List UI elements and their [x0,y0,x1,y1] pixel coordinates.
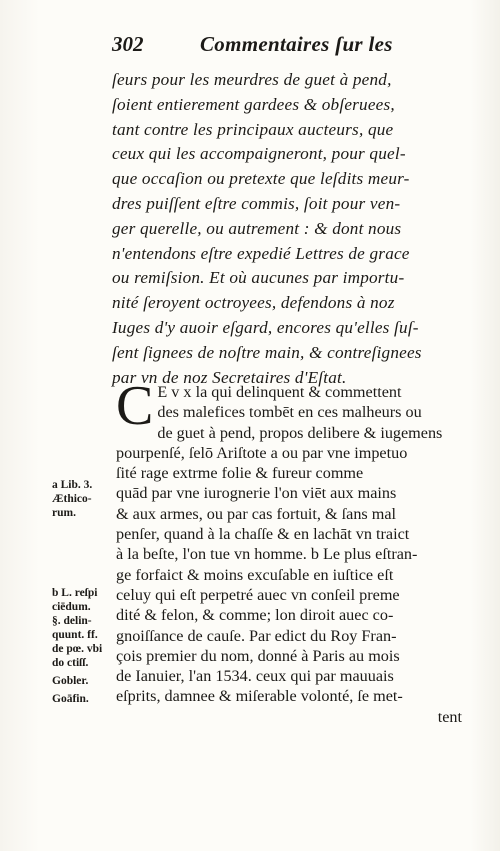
running-head: Commentaires ſur les [200,32,393,56]
text-line: çois premier du nom, donné à Paris au mois [116,646,400,665]
margin-line: Æthico- [52,493,92,505]
text-line: que occaſion ou pretexte que leſdits meur- [112,169,410,189]
text-line: & aux armes, ou par cas fortuit, & ſans mal [116,504,397,523]
italic-ordinance-text [112,68,457,390]
text-line: nité ſeroyent octroyees, defendons à noz [112,293,395,313]
text-line: ſeurs pour les meurdres de guet à pend, [112,70,392,89]
text-line: celuy qui eſt perpetré auec vn conſeil preme [116,585,400,604]
text-line: n'entendons eſtre expedié Lettres de grace [112,243,410,263]
text-line: dité & felon, & comme; lon diroit auec co- [116,606,394,625]
margin-line: Goāfin. [52,693,89,705]
margin-line: do ctiſſ. [52,657,89,669]
text-line: de Ianuier, l'an 1534. ceux qui par mauuais [116,667,394,686]
text-line: eſprits, damnee & miſerable volonté, ſe met- [116,687,403,706]
margin-line: a Lib. 3. [52,479,93,491]
text-line: de guet à pend, propos delibere & iugemens [157,423,443,442]
text-line: pourpenſé, ſelō Ariſtote a ou par vne impetuo [116,443,408,462]
margin-line: quunt. ff. [52,629,98,641]
text-line: dres puiſſent eſtre commis, ſoit pour ven- [112,193,401,213]
text-line: ou remiſsion. Et où aucunes par importu- [112,268,405,288]
margin-line: Gobler. [52,675,89,687]
page-header [112,32,472,58]
text-line: penſer, quand à la chaſſe & en lachāt vn traict [116,525,410,544]
text-line: tant contre les principaux aucteurs, que [112,119,394,139]
text-line: ge forfaict & moins excuſable en iuſtice eſt [116,565,394,584]
text-line: E v x la qui delinquent & commettent [157,383,402,401]
catchword: tent [437,707,462,726]
text-line: ger querelle, ou autrement : & dont nous [112,218,402,238]
text-line: ſité rage extrme folie & fureur comme [116,464,364,483]
text-line: ſoient entierement gardees & obſeruees, [112,94,395,114]
text-line: gnoiſſance de cauſe. Par edict du Roy Fran- [116,626,397,645]
text-line: ſent ſignees de noſtre main, & contreſignees [112,342,422,362]
drop-cap: C [116,375,154,437]
text-line: des malefices tombēt en ces malheurs ou [157,403,422,422]
margin-line: b L. reſpi [52,587,98,599]
text-line: Iuges d'y auoir eſgard, encores qu'elles ſuſ- [112,317,419,337]
text-line: ceux qui les accompaigneront, pour quel- [112,144,406,164]
marginal-note-b [52,586,118,706]
margin-line: §. delin- [52,615,92,627]
margin-line: de pœ. vbi [52,643,103,655]
marginal-note-a [52,478,118,520]
page-number: 302 [112,32,144,56]
text-line: quād par vne iurognerie l'on viēt aux mains [116,484,397,503]
margin-line: rum. [52,507,76,519]
margin-line: ciēdum. [52,601,91,613]
text-line: par vn de noz Secretaires d'Eſtat. [112,367,347,387]
text-line: à la beſte, l'on tue vn homme. b Le plus eſtran- [116,545,418,564]
